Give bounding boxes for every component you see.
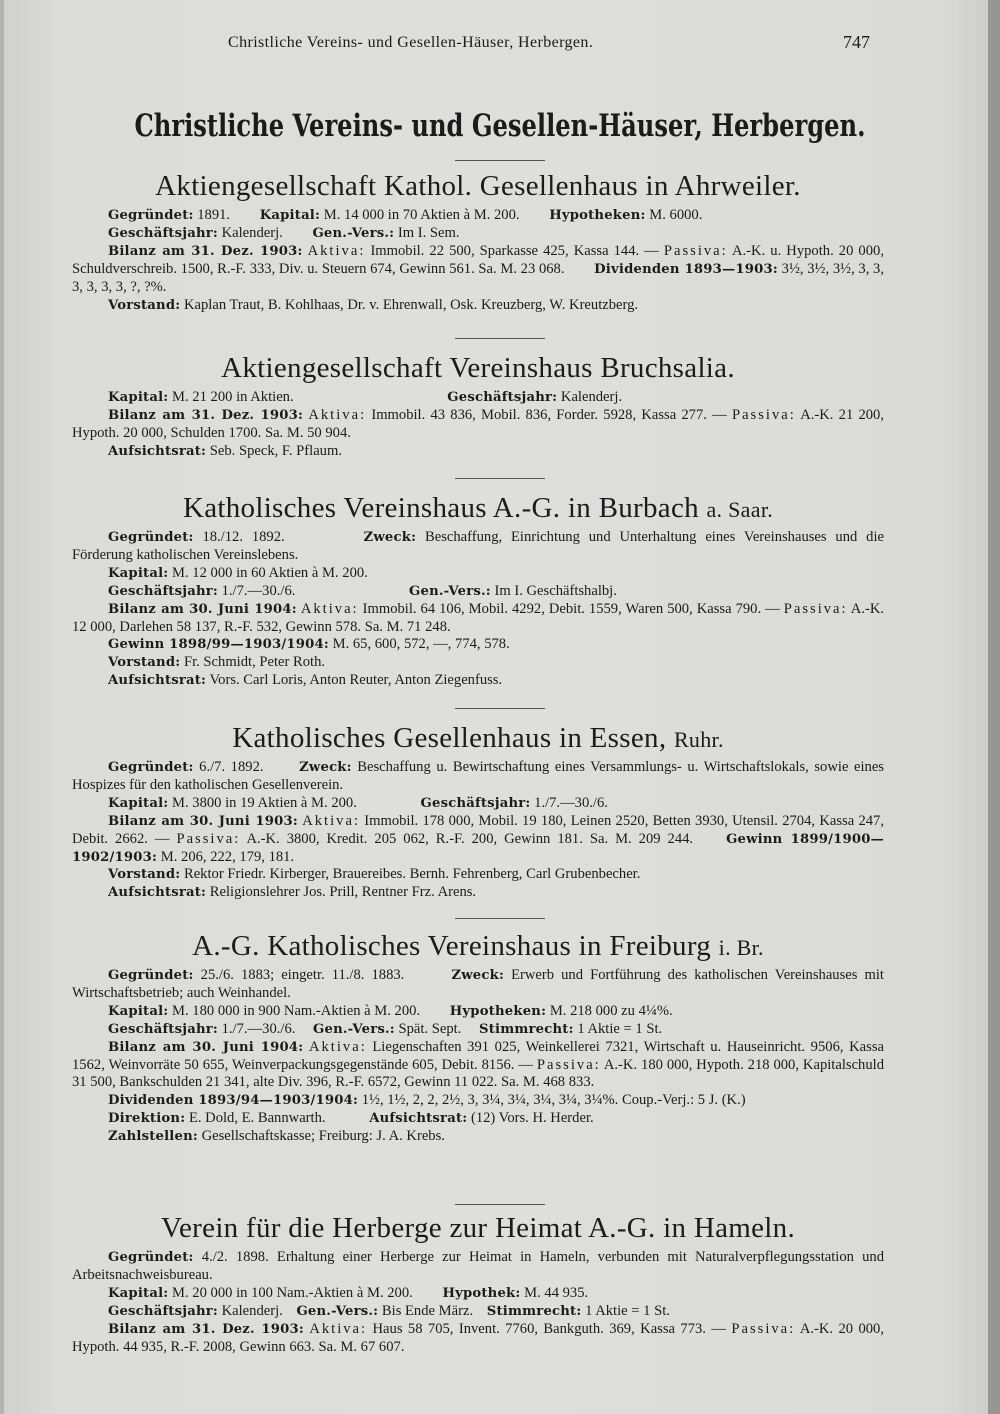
entry-rule xyxy=(455,918,545,919)
entry-bruchsalia: Aktiengesellschaft Vereinshaus Bruchsalia. Kapital: M. 21 200 in Aktien. Geschäftsjahr: Kalenderj. Bilanz am 31. Dez. 1903: Aktiva: Immobil. 43 836, Mobil. 836, Forder. 5928, Kassa 277. — Passiva: A.-K. 21 200, Hypoth. 20 000, Schulden 1700. Sa. M. 50 904. Aufsichtsrat: Seb. Speck, F. Pflaum. xyxy=(72,352,884,459)
entry-essen: Katholisches Gesellenhaus in Essen, Ruhr. Gegründet: 6./7. 1892. Zweck: Beschaffung u. Bewirtschaftung eines Versammlungs- u. Wirtschaftslokals, sowie eines Hospizes für den katholischen Gesellenverein. Kapital: M. 3800 in 19 Aktien à M. 200. Geschäftsjahr: 1./7.—30./6. Bilanz am 30. Juni 1903: Aktiva: Immobil. 178 000, Mobil. 19 180, Leinen 2520, Betten 3930, Utensil. 2704, Kassa 247, Debit. 2662. — Passiva: A.-K. 3800, Kredit. 205 062, R.-F. 200, Gewinn 181. Sa. M. 209 244. Gewinn 1899/1900—1902/1903: M. 206, 222, 179, 181. Vorstand: Rektor Friedr. Kirberger, Brauereibes. Bernh. Fehrenberg, Carl Grubenbecher. Aufsichtsrat: Religionslehrer Jos. Prill, Rentner Frz. Arens. xyxy=(72,722,885,901)
entry-burbach: Katholisches Vereinshaus A.-G. in Burbach a. Saar. Gegründet: 18./12. 1892. Zweck: Beschaffung, Einrichtung und Unterhaltung eines Vereinshauses und die Förderung katholischen Vereinslebens. Kapital: M. 12 000 in 60 Aktien à M. 200. Geschäftsjahr: 1./7.—30./6. Gen.-Vers.: Im I. Geschäftshalbj. Bilanz am 30. Juni 1904: Aktiva: Immobil. 64 106, Mobil. 4292, Debit. 1559, Waren 500, Kassa 790. — Passiva: A.-K. 12 000, Darlehen 58 137, R.-F. 532, Gewinn 578. Sa. M. 71 248. Gewinn 1898/99—1903/1904: M. 65, 600, 572, —, 774, 578. Vorstand: Fr. Schmidt, Peter Roth. Aufsichtsrat: Vors. Carl Loris, Anton Reuter, Anton Ziegenfuss. xyxy=(72,492,885,689)
entry-rule xyxy=(455,478,545,479)
entry-details: Gegründet: 1891. Kapital: M. 14 000 in 70 Aktien à M. 200. Hypotheken: M. 6000. xyxy=(108,207,703,223)
entry-title: Aktiengesellschaft Vereinshaus Bruchsalia. xyxy=(221,352,735,384)
page-edge-left xyxy=(0,0,4,1414)
page-edge-right xyxy=(988,0,1000,1414)
entry-title: Katholisches Vereinshaus A.-G. in Burbach a. Saar. xyxy=(182,492,774,524)
running-header: Christliche Vereins- und Gesellen-Häuser, Herbergen. xyxy=(228,34,594,51)
entry-hameln: Verein für die Herberge zur Heimat A.-G. in Hameln. Gegründet: 4./2. 1898. Erhaltung einer Herberge zur Heimat in Hameln, verbunden mit Naturalverpflegungsstation und Arbeitsnachweisbureau. Kapital: M. 20 000 in 100 Nam.-Aktien à M. 200. Hypothek: M. 44 935. Geschäftsjahr: Kalenderj. Gen.-Vers.: Bis Ende März. Stimmrecht: 1 Aktie = 1 St. Bilanz am 31. Dez. 1903: Aktiva: Haus 58 705, Invent. 7760, Bankguth. 369, Kassa 773. — Passiva: A.-K. 20 000, Hypoth. 44 935, R.-F. 2008, Gewinn 663. Sa. M. 67 607. xyxy=(72,1212,885,1355)
section-title: Christliche Vereins- und Gesellen-Häuser, Herbergen. xyxy=(134,108,866,144)
entry-title: Katholisches Gesellenhaus in Essen, Ruhr. xyxy=(232,722,724,754)
title-rule xyxy=(455,160,545,161)
entry-title: Verein für die Herberge zur Heimat A.-G. in Hameln. xyxy=(160,1212,795,1244)
entry-rule xyxy=(455,1204,545,1205)
entry-rule xyxy=(455,708,545,709)
entry-freiburg: A.-G. Katholisches Vereinshaus in Freiburg i. Br. Gegründet: 25./6. 1883; eingetr. 11./8. 1883. Zweck: Erwerb und Fortführung des katholischen Vereinshauses mit Wirtschaftsbetrieb; auch Weinhandel. Kapital: M. 180 000 in 900 Nam.-Aktien à M. 200. Hypotheken: M. 218 000 zu 4¼%. Geschäftsjahr: 1./7.—30./6. Gen.-Vers.: Spät. Sept. Stimmrecht: 1 Aktie = 1 St. Bilanz am 30. Juni 1904: Aktiva: Liegenschaften 391 025, Weinkellerei 7321, Wirtschaft u. Hauseinricht. 9506, Kassa 1562, Weinvorräte 50 655, Weinverpackungsgegenstände 605, Debit. 8156. — Passiva: A.-K. 180 000, Hypoth. 218 000, Kapitalschuld 31 500, Bankschulden 21 341, alte Div. 396, R.-F. 6572, Gewinn 11 022. Sa. M. 468 833. Dividenden 1893/94—1903/1904: 1½, 1½, 2, 2, 2½, 3, 3¼, 3¼, 3¼, 3¼, 3¼%. Coup.-Verj.: 5 J. (K.) Direktion: E. Dold, E. Bannwarth. Aufsichtsrat: (12) Vors. H. Herder. Zahlstellen: Gesellschaftskasse; Freiburg: J. A. Krebs. xyxy=(72,930,884,1145)
entry-title: A.-G. Katholisches Vereinshaus in Freiburg i. Br. xyxy=(192,930,764,962)
page-number: 747 xyxy=(843,32,870,52)
entry-rule xyxy=(455,338,545,339)
entry-title: Aktiengesellschaft Kathol. Gesellenhaus in Ahrweiler. xyxy=(155,170,801,202)
entry-ahrweiler: Aktiengesellschaft Kathol. Gesellenhaus in Ahrweiler. Gegründet: 1891. Kapital: M. 14 000 in 70 Aktien à M. 200. Hypotheken: M. 6000. Geschäftsjahr: Kalenderj. Gen.-Vers.: Im I. Sem. Bilanz am 31. Dez. 1903: Aktiva: Immobil. 22 500, Sparkasse 425, Kassa 144. — Passiva: A.-K. u. Hypoth. 20 000, Schuldverschreib. 1500, R.-F. 333, Div. u. Steuern 674, Gewinn 561. Sa. M. 23 068. Dividenden 1893—1903: 3½, 3½, 3½, 3, 3, 3, 3, 3, 3, ?, ?%. Vorstand: Kaplan Traut, B. Kohlhaas, Dr. v. Ehrenwall, Osk. Kreuzberg, W. Kreutzberg. xyxy=(72,170,884,313)
